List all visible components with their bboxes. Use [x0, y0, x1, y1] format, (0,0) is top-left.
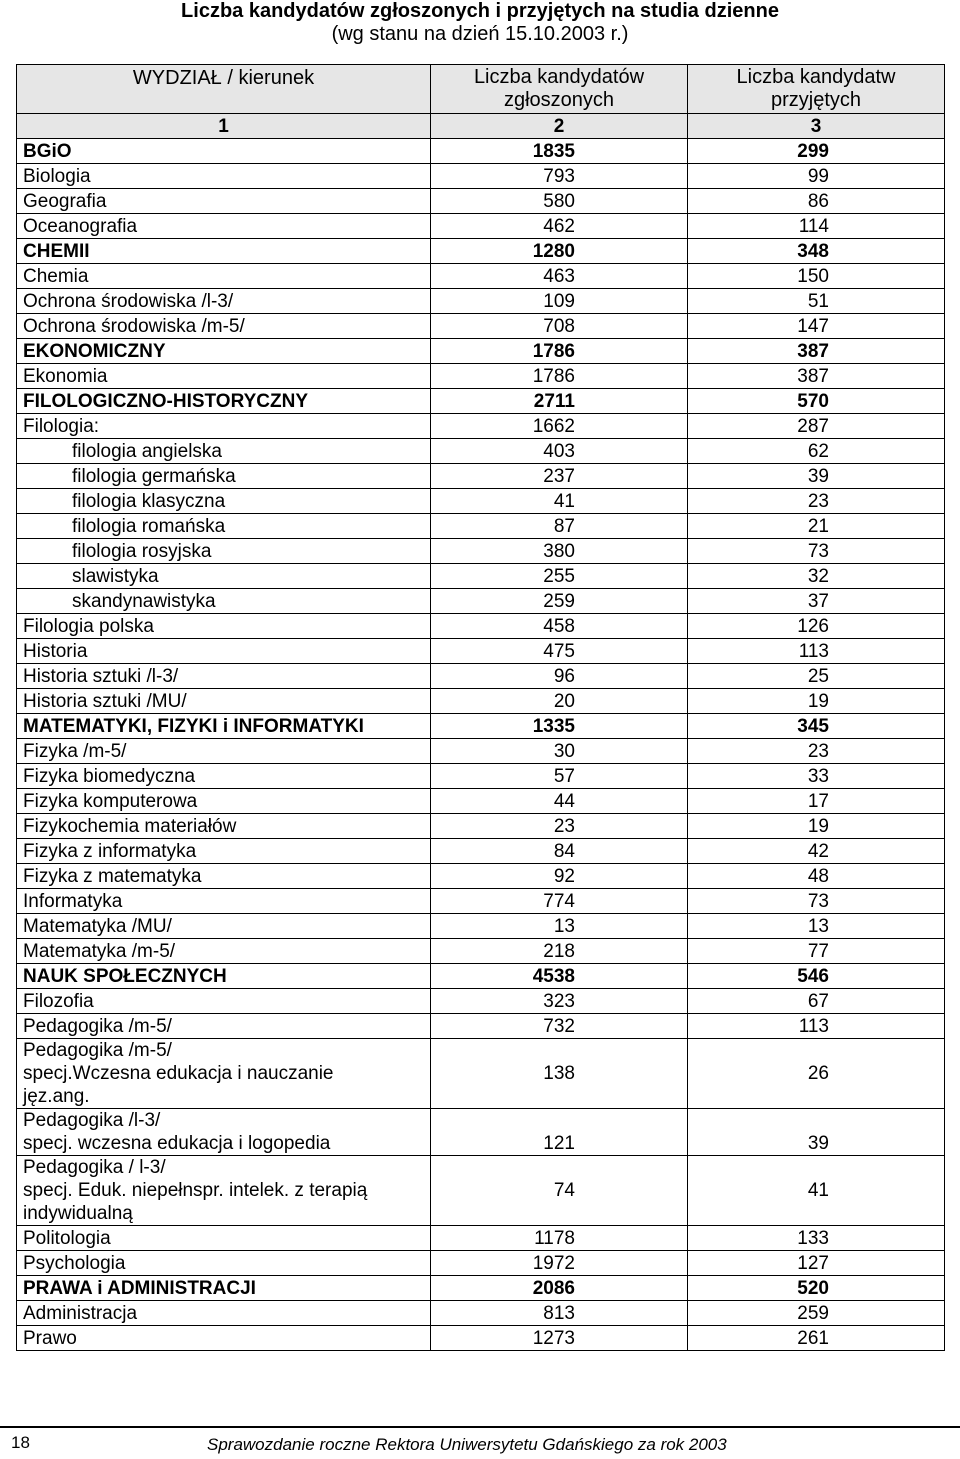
row-accepted: 39: [688, 464, 945, 489]
table-row: [17, 364, 945, 389]
row-accepted: 23: [688, 489, 945, 514]
row-name: CHEMII: [17, 239, 431, 264]
row-submitted: 30: [431, 739, 688, 764]
row-accepted: 32: [688, 564, 945, 589]
row-accepted: 48: [688, 864, 945, 889]
row-name: Fizyka /m-5/: [17, 739, 431, 764]
table-row: [17, 989, 945, 1014]
table-row: [17, 414, 945, 439]
row-submitted: 774: [431, 889, 688, 914]
row-name: Filologia polska: [17, 614, 431, 639]
row-accepted: 86: [688, 189, 945, 214]
column-number: 3: [688, 114, 945, 139]
table-row: [17, 239, 945, 264]
row-accepted: 261: [688, 1326, 945, 1351]
row-name: Ochrona środowiska /l-3/: [17, 289, 431, 314]
row-name: Ekonomia: [17, 364, 431, 389]
row-submitted: 121: [431, 1109, 688, 1156]
row-name: EKONOMICZNY: [17, 339, 431, 364]
footer-divider: [0, 1426, 960, 1428]
table-row: [17, 264, 945, 289]
row-accepted: 387: [688, 339, 945, 364]
row-name: filologia angielska: [17, 439, 431, 464]
table-header-row: [17, 65, 945, 114]
row-name: Pedagogika / l-3/ specj. Eduk. niepełnspr. intelek. z terapią indywidualną: [17, 1156, 431, 1226]
table-row: [17, 139, 945, 164]
table-row: [17, 214, 945, 239]
row-name: filologia klasyczna: [17, 489, 431, 514]
row-name: Biologia: [17, 164, 431, 189]
row-accepted: 41: [688, 1156, 945, 1226]
footer-text: Sprawozdanie roczne Rektora Uniwersytetu Gdańskiego za rok 2003: [207, 1435, 727, 1454]
row-submitted: 57: [431, 764, 688, 789]
row-accepted: 39: [688, 1109, 945, 1156]
row-name: slawistyka: [17, 564, 431, 589]
table-row: [17, 189, 945, 214]
table-row: [17, 589, 945, 614]
table-row: [17, 464, 945, 489]
table-body: [17, 139, 945, 1351]
page-number: 18: [11, 1433, 30, 1452]
row-accepted: 287: [688, 414, 945, 439]
row-name: Matematyka /MU/: [17, 914, 431, 939]
row-accepted: 13: [688, 914, 945, 939]
row-submitted: 74: [431, 1156, 688, 1226]
row-submitted: 23: [431, 814, 688, 839]
row-submitted: 2711: [431, 389, 688, 414]
row-accepted: 19: [688, 814, 945, 839]
table-row: [17, 1226, 945, 1251]
row-accepted: 259: [688, 1301, 945, 1326]
row-name: Historia sztuki /l-3/: [17, 664, 431, 689]
page-title: Liczba kandydatów zgłoszonych i przyjętych na studia dzienne: [181, 0, 779, 22]
row-submitted: 96: [431, 664, 688, 689]
row-submitted: 138: [431, 1039, 688, 1109]
row-accepted: 133: [688, 1226, 945, 1251]
table-row: [17, 689, 945, 714]
table-row: [17, 639, 945, 664]
table-row: [17, 864, 945, 889]
row-name: Fizyka z matematyka: [17, 864, 431, 889]
row-name: NAUK SPOŁECZNYCH: [17, 964, 431, 989]
row-submitted: 458: [431, 614, 688, 639]
row-accepted: 126: [688, 614, 945, 639]
table-row: [17, 339, 945, 364]
row-submitted: 259: [431, 589, 688, 614]
table-row: [17, 714, 945, 739]
row-accepted: 17: [688, 789, 945, 814]
row-submitted: 1178: [431, 1226, 688, 1251]
row-name: Filozofia: [17, 989, 431, 1014]
row-submitted: 1335: [431, 714, 688, 739]
row-submitted: 463: [431, 264, 688, 289]
row-name: Filologia:: [17, 414, 431, 439]
row-name: Pedagogika /m-5/: [17, 1014, 431, 1039]
row-accepted: 21: [688, 514, 945, 539]
row-name: Fizyka komputerowa: [17, 789, 431, 814]
row-name: Ochrona środowiska /m-5/: [17, 314, 431, 339]
row-accepted: 23: [688, 739, 945, 764]
row-accepted: 99: [688, 164, 945, 189]
row-accepted: 150: [688, 264, 945, 289]
row-accepted: 520: [688, 1276, 945, 1301]
row-submitted: 1972: [431, 1251, 688, 1276]
row-submitted: 218: [431, 939, 688, 964]
row-accepted: 546: [688, 964, 945, 989]
table-row: [17, 964, 945, 989]
table-row: [17, 514, 945, 539]
table-row: [17, 889, 945, 914]
row-name: skandynawistyka: [17, 589, 431, 614]
row-accepted: 67: [688, 989, 945, 1014]
row-submitted: 237: [431, 464, 688, 489]
row-accepted: 114: [688, 214, 945, 239]
table-row: [17, 1039, 945, 1109]
row-submitted: 44: [431, 789, 688, 814]
row-name: filologia rosyjska: [17, 539, 431, 564]
row-accepted: 62: [688, 439, 945, 464]
row-name: Fizyka z informatyka: [17, 839, 431, 864]
row-accepted: 73: [688, 539, 945, 564]
table-row: [17, 739, 945, 764]
header-faculty: WYDZIAŁ / kierunek: [17, 65, 431, 114]
row-submitted: 20: [431, 689, 688, 714]
row-accepted: 345: [688, 714, 945, 739]
row-submitted: 580: [431, 189, 688, 214]
row-name: BGiO: [17, 139, 431, 164]
row-name: MATEMATYKI, FIZYKI i INFORMATYKI: [17, 714, 431, 739]
table-row: [17, 564, 945, 589]
row-submitted: 84: [431, 839, 688, 864]
row-name: Fizyka biomedyczna: [17, 764, 431, 789]
row-name: Informatyka: [17, 889, 431, 914]
table-row: [17, 1276, 945, 1301]
row-submitted: 92: [431, 864, 688, 889]
row-name: Historia: [17, 639, 431, 664]
row-submitted: 403: [431, 439, 688, 464]
row-submitted: 708: [431, 314, 688, 339]
row-name: Historia sztuki /MU/: [17, 689, 431, 714]
row-accepted: 113: [688, 1014, 945, 1039]
table-row: [17, 664, 945, 689]
row-accepted: 51: [688, 289, 945, 314]
table-row: [17, 789, 945, 814]
row-submitted: 732: [431, 1014, 688, 1039]
table-row: [17, 314, 945, 339]
column-number: 1: [17, 114, 431, 139]
row-submitted: 793: [431, 164, 688, 189]
row-accepted: 19: [688, 689, 945, 714]
row-submitted: 13: [431, 914, 688, 939]
header-accepted: Liczba kandydatw przyjętych: [688, 65, 945, 114]
row-submitted: 1835: [431, 139, 688, 164]
table-row: [17, 1014, 945, 1039]
page-subtitle: (wg stanu na dzień 15.10.2003 r.): [331, 23, 629, 45]
row-name: Geografia: [17, 189, 431, 214]
row-name: Politologia: [17, 1226, 431, 1251]
row-name: Chemia: [17, 264, 431, 289]
table-row: [17, 539, 945, 564]
row-submitted: 380: [431, 539, 688, 564]
row-name: Fizykochemia materiałów: [17, 814, 431, 839]
table-row: [17, 814, 945, 839]
row-name: Psychologia: [17, 1251, 431, 1276]
row-accepted: 37: [688, 589, 945, 614]
row-submitted: 462: [431, 214, 688, 239]
row-name: Pedagogika /m-5/ specj.Wczesna edukacja i nauczanie jęz.ang.: [17, 1039, 431, 1109]
header-submitted: Liczba kandydatów zgłoszonych: [431, 65, 688, 114]
table-row: [17, 1326, 945, 1351]
row-name: Matematyka /m-5/: [17, 939, 431, 964]
row-submitted: 1273: [431, 1326, 688, 1351]
row-accepted: 127: [688, 1251, 945, 1276]
row-submitted: 1786: [431, 364, 688, 389]
row-name: PRAWA i ADMINISTRACJI: [17, 1276, 431, 1301]
table-row: [17, 289, 945, 314]
row-accepted: 25: [688, 664, 945, 689]
table-row: [17, 1251, 945, 1276]
row-accepted: 77: [688, 939, 945, 964]
table-row: [17, 439, 945, 464]
row-name: Prawo: [17, 1326, 431, 1351]
row-submitted: 323: [431, 989, 688, 1014]
row-submitted: 87: [431, 514, 688, 539]
table-row: [17, 164, 945, 189]
row-submitted: 109: [431, 289, 688, 314]
row-name: FILOLOGICZNO-HISTORYCZNY: [17, 389, 431, 414]
row-accepted: 299: [688, 139, 945, 164]
table-row: [17, 839, 945, 864]
row-name: Pedagogika /l-3/ specj. wczesna edukacja i logopedia: [17, 1109, 431, 1156]
row-name: filologia romańska: [17, 514, 431, 539]
row-submitted: 41: [431, 489, 688, 514]
row-submitted: 475: [431, 639, 688, 664]
row-name: filologia germańska: [17, 464, 431, 489]
row-accepted: 387: [688, 364, 945, 389]
table-row: [17, 1301, 945, 1326]
table-row: [17, 614, 945, 639]
row-submitted: 4538: [431, 964, 688, 989]
row-accepted: 570: [688, 389, 945, 414]
row-submitted: 1280: [431, 239, 688, 264]
table-row: [17, 939, 945, 964]
row-submitted: 1786: [431, 339, 688, 364]
row-accepted: 33: [688, 764, 945, 789]
row-accepted: 73: [688, 889, 945, 914]
table-row: [17, 489, 945, 514]
table-row: [17, 1156, 945, 1226]
table-column-numbers-row: [17, 114, 945, 139]
table-row: [17, 1109, 945, 1156]
row-accepted: 348: [688, 239, 945, 264]
row-submitted: 813: [431, 1301, 688, 1326]
row-accepted: 42: [688, 839, 945, 864]
table-row: [17, 389, 945, 414]
row-submitted: 255: [431, 564, 688, 589]
row-submitted: 1662: [431, 414, 688, 439]
column-number: 2: [431, 114, 688, 139]
table-row: [17, 764, 945, 789]
row-name: Oceanografia: [17, 214, 431, 239]
row-accepted: 26: [688, 1039, 945, 1109]
row-accepted: 147: [688, 314, 945, 339]
row-name: Administracja: [17, 1301, 431, 1326]
admissions-table: [16, 64, 945, 1351]
row-accepted: 113: [688, 639, 945, 664]
row-submitted: 2086: [431, 1276, 688, 1301]
table-row: [17, 914, 945, 939]
